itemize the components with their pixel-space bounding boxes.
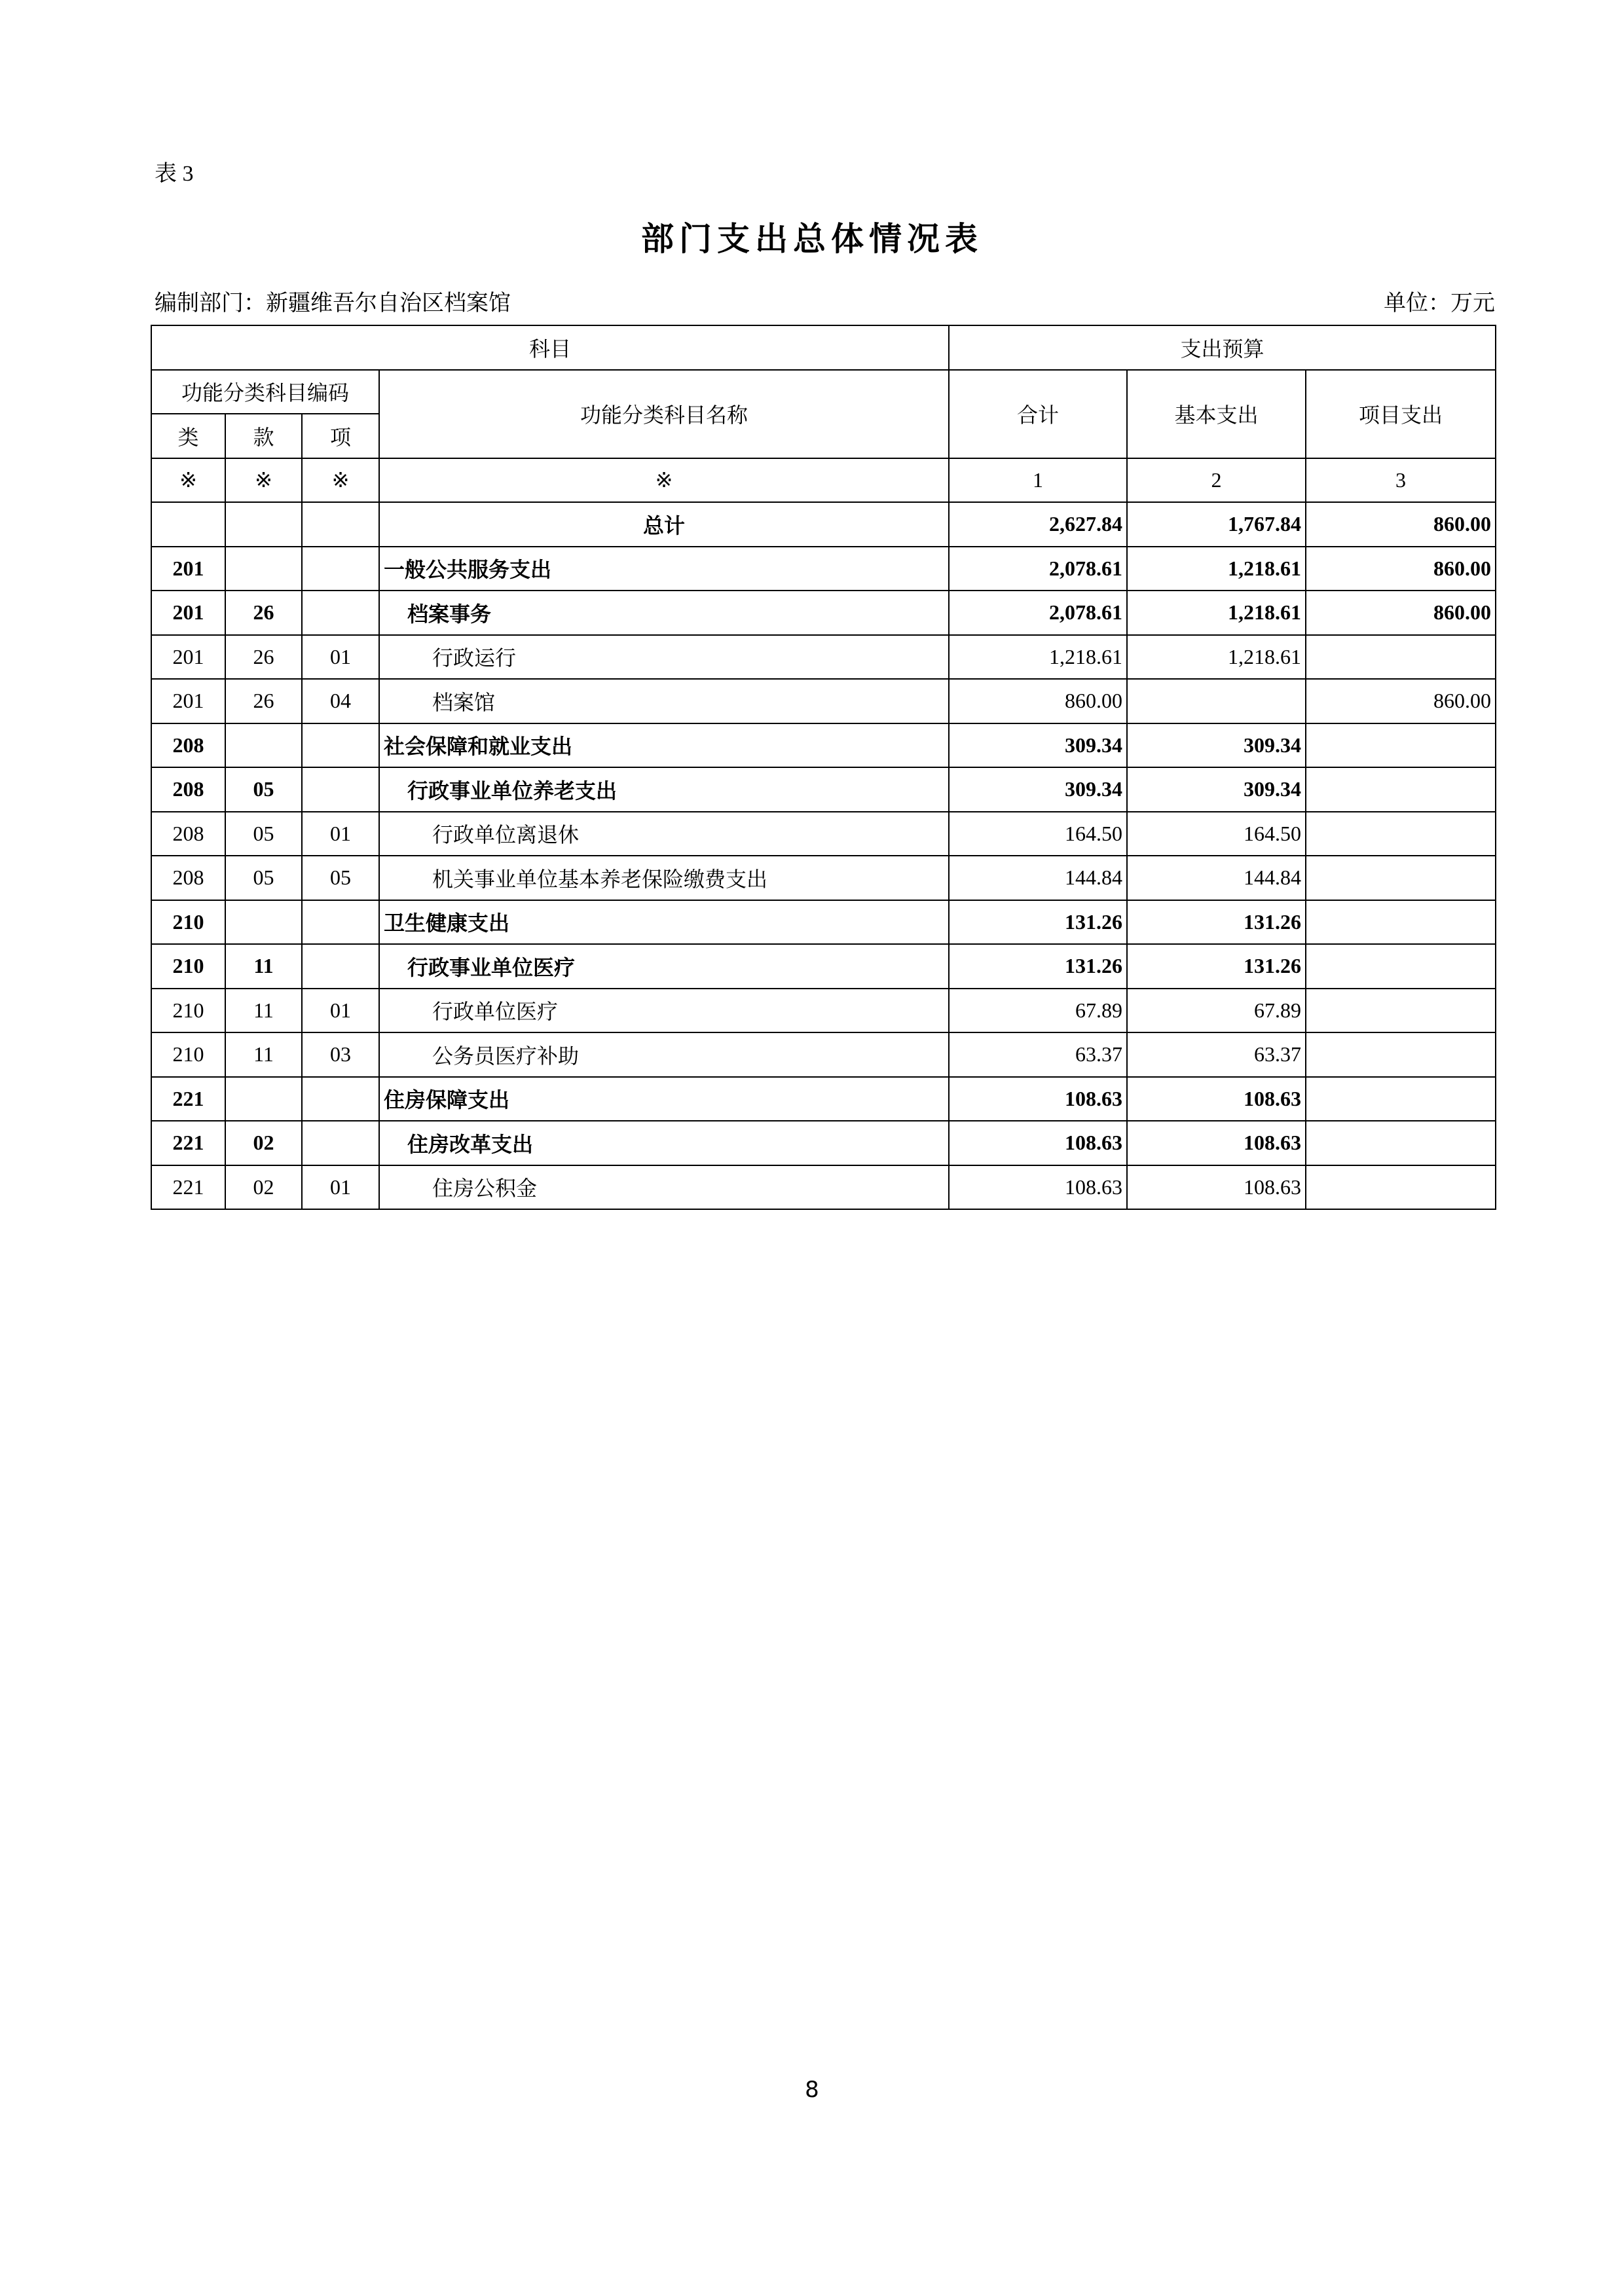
code-kuan	[225, 547, 302, 591]
subject-name: 行政运行	[379, 635, 949, 680]
expenditure-table	[151, 325, 1496, 1210]
amount-total: 2,078.61	[949, 547, 1127, 591]
marker-xiang: ※	[302, 458, 379, 503]
header-budget: 支出预算	[949, 325, 1496, 370]
amount-total: 108.63	[949, 1121, 1127, 1165]
table-row	[151, 1165, 1496, 1210]
subject-name: 住房保障支出	[379, 1077, 949, 1121]
code-xiang	[302, 900, 379, 945]
amount-total: 131.26	[949, 944, 1127, 989]
amount-basic	[1127, 679, 1306, 723]
amount-total: 131.26	[949, 900, 1127, 945]
code-xiang: 05	[302, 856, 379, 900]
amount-project	[1306, 900, 1496, 945]
code-lei: 201	[151, 635, 225, 680]
amount-basic: 1,767.84	[1127, 502, 1306, 547]
code-xiang	[302, 767, 379, 812]
code-lei: 201	[151, 547, 225, 591]
subject-name: 一般公共服务支出	[379, 547, 949, 591]
subject-name: 机关事业单位基本养老保险缴费支出	[379, 856, 949, 900]
table-row	[151, 1077, 1496, 1121]
header-xiang: 项	[302, 414, 379, 458]
amount-basic: 63.37	[1127, 1032, 1306, 1077]
code-kuan: 02	[225, 1121, 302, 1165]
header-project: 项目支出	[1306, 370, 1496, 458]
amount-total: 63.37	[949, 1032, 1127, 1077]
subject-name: 社会保障和就业支出	[379, 723, 949, 768]
code-lei: 221	[151, 1121, 225, 1165]
amount-project	[1306, 635, 1496, 680]
prepared-by-label: 编制部门：新疆维吾尔自治区档案馆	[155, 291, 511, 316]
code-xiang: 01	[302, 989, 379, 1033]
code-kuan	[225, 1077, 302, 1121]
code-kuan: 05	[225, 812, 302, 856]
amount-basic: 108.63	[1127, 1121, 1306, 1165]
code-kuan: 02	[225, 1165, 302, 1210]
amount-total: 2,078.61	[949, 591, 1127, 635]
amount-project	[1306, 1077, 1496, 1121]
code-lei: 201	[151, 679, 225, 723]
code-kuan: 26	[225, 591, 302, 635]
amount-total: 164.50	[949, 812, 1127, 856]
header-row-4	[151, 458, 1496, 503]
table-row	[151, 812, 1496, 856]
code-lei: 210	[151, 900, 225, 945]
subject-name: 公务员医疗补助	[379, 1032, 949, 1077]
header-subject: 科目	[151, 325, 949, 370]
subject-name: 住房公积金	[379, 1165, 949, 1210]
code-kuan: 05	[225, 856, 302, 900]
code-lei: 208	[151, 767, 225, 812]
code-xiang: 01	[302, 1165, 379, 1210]
amount-basic: 131.26	[1127, 944, 1306, 989]
amount-basic: 67.89	[1127, 989, 1306, 1033]
table-row	[151, 502, 1496, 547]
code-lei: 208	[151, 856, 225, 900]
amount-basic: 1,218.61	[1127, 635, 1306, 680]
amount-basic: 131.26	[1127, 900, 1306, 945]
code-xiang: 01	[302, 812, 379, 856]
amount-project	[1306, 989, 1496, 1033]
amount-project: 860.00	[1306, 502, 1496, 547]
code-xiang: 03	[302, 1032, 379, 1077]
amount-project: 860.00	[1306, 591, 1496, 635]
table-row	[151, 856, 1496, 900]
code-xiang	[302, 944, 379, 989]
amount-basic: 144.84	[1127, 856, 1306, 900]
amount-project	[1306, 1032, 1496, 1077]
table-row	[151, 989, 1496, 1033]
table-row	[151, 591, 1496, 635]
code-xiang	[302, 591, 379, 635]
col-index-3: 3	[1306, 458, 1496, 503]
subject-name: 档案事务	[379, 591, 949, 635]
code-xiang: 01	[302, 635, 379, 680]
table-row	[151, 679, 1496, 723]
amount-total: 309.34	[949, 723, 1127, 768]
subject-name: 总计	[379, 502, 949, 547]
header-name: 功能分类科目名称	[379, 370, 949, 458]
code-xiang	[302, 723, 379, 768]
code-lei: 221	[151, 1165, 225, 1210]
page-title: 部门支出总体情况表	[641, 220, 983, 258]
header-total: 合计	[949, 370, 1127, 458]
code-lei	[151, 502, 225, 547]
code-lei: 221	[151, 1077, 225, 1121]
amount-project	[1306, 812, 1496, 856]
code-lei: 210	[151, 944, 225, 989]
table-number: 表 3	[155, 162, 194, 186]
code-lei: 201	[151, 591, 225, 635]
code-xiang	[302, 1077, 379, 1121]
marker-name: ※	[379, 458, 949, 503]
table-row	[151, 900, 1496, 945]
amount-total: 67.89	[949, 989, 1127, 1033]
amount-total: 108.63	[949, 1077, 1127, 1121]
code-kuan: 26	[225, 679, 302, 723]
code-lei: 208	[151, 812, 225, 856]
table-row	[151, 767, 1496, 812]
amount-project	[1306, 1165, 1496, 1210]
code-xiang	[302, 547, 379, 591]
code-kuan: 26	[225, 635, 302, 680]
header-code-group: 功能分类科目编码	[151, 370, 379, 414]
subject-name: 卫生健康支出	[379, 900, 949, 945]
amount-basic: 108.63	[1127, 1077, 1306, 1121]
code-kuan: 11	[225, 989, 302, 1033]
code-xiang	[302, 1121, 379, 1165]
code-kuan	[225, 900, 302, 945]
table-row	[151, 547, 1496, 591]
amount-project: 860.00	[1306, 547, 1496, 591]
page-number: 8	[805, 2077, 819, 2103]
subject-name: 住房改革支出	[379, 1121, 949, 1165]
amount-total: 1,218.61	[949, 635, 1127, 680]
marker-kuan: ※	[225, 458, 302, 503]
amount-total: 860.00	[949, 679, 1127, 723]
amount-project	[1306, 944, 1496, 989]
subject-name: 行政事业单位医疗	[379, 944, 949, 989]
subject-name: 行政单位医疗	[379, 989, 949, 1033]
code-lei: 210	[151, 989, 225, 1033]
header-basic: 基本支出	[1127, 370, 1306, 458]
amount-project	[1306, 1121, 1496, 1165]
code-lei: 208	[151, 723, 225, 768]
amount-project	[1306, 767, 1496, 812]
amount-total: 309.34	[949, 767, 1127, 812]
col-index-2: 2	[1127, 458, 1306, 503]
table-row	[151, 635, 1496, 680]
amount-project	[1306, 723, 1496, 768]
code-kuan: 11	[225, 1032, 302, 1077]
table-row	[151, 1032, 1496, 1077]
header-kuan: 款	[225, 414, 302, 458]
code-xiang	[302, 502, 379, 547]
subject-name: 行政单位离退休	[379, 812, 949, 856]
code-xiang: 04	[302, 679, 379, 723]
table-row	[151, 1121, 1496, 1165]
unit-label: 单位：万元	[1384, 291, 1495, 316]
amount-basic: 1,218.61	[1127, 591, 1306, 635]
subject-name: 档案馆	[379, 679, 949, 723]
col-index-1: 1	[949, 458, 1127, 503]
table-row	[151, 723, 1496, 768]
table-row	[151, 944, 1496, 989]
header-row-1	[151, 325, 1496, 370]
code-kuan: 11	[225, 944, 302, 989]
code-kuan	[225, 723, 302, 768]
marker-lei: ※	[151, 458, 225, 503]
amount-basic: 108.63	[1127, 1165, 1306, 1210]
amount-project	[1306, 856, 1496, 900]
header-lei: 类	[151, 414, 225, 458]
header-row-2	[151, 370, 1496, 414]
amount-basic: 1,218.61	[1127, 547, 1306, 591]
amount-total: 2,627.84	[949, 502, 1127, 547]
amount-project: 860.00	[1306, 679, 1496, 723]
code-lei: 210	[151, 1032, 225, 1077]
code-kuan: 05	[225, 767, 302, 812]
subject-name: 行政事业单位养老支出	[379, 767, 949, 812]
code-kuan	[225, 502, 302, 547]
amount-basic: 164.50	[1127, 812, 1306, 856]
amount-basic: 309.34	[1127, 723, 1306, 768]
amount-total: 144.84	[949, 856, 1127, 900]
amount-total: 108.63	[949, 1165, 1127, 1210]
amount-basic: 309.34	[1127, 767, 1306, 812]
